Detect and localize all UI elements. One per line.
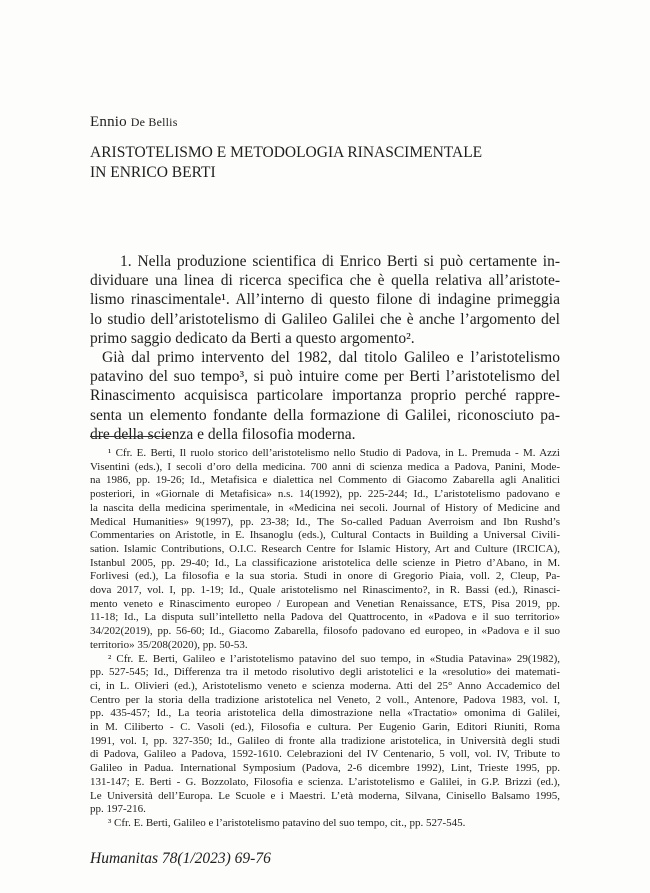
footnote-line: Medical Humanities» 9(1997), pp. 23-38; Id., The So-called Paduan Averroism and Ibn Rushd’s [90, 515, 560, 528]
footnote-line: Galileo in Padua. International Symposium (Padova, 2-6 dicembre 1992), Lint, Trieste 1995, pp. [90, 762, 560, 775]
body-line: lismo rinascimentale¹. All’interno di questo filone di indagine primeggia [90, 291, 560, 309]
footnote-line: Forlivesi (ed.), La filosofia e la sua storia. Studi in onore di Gregorio Piaia, voll. 2, Cleup, Pa- [90, 570, 560, 583]
footnote-line: pp. 435-457; Id., La teoria aristotelica della dimostrazione nella «Tractatio» omonima di Galilei, [90, 707, 560, 720]
footnote-separator [90, 436, 170, 437]
body-line: dre della scienza e della filosofia moderna. [90, 425, 356, 443]
footnote-line: di Padova, Galileo a Padova, 1592-1610. Celebrazioni del IV Centenario, 5 voll, vol. IV, Tribute to [90, 748, 560, 761]
author-name [90, 114, 178, 131]
footnote-line: ² Cfr. E. Berti, Galileo e l’aristotelismo patavino del suo tempo, in «Studia Patavina» 29(1982), [108, 652, 560, 665]
footnote-line: 11-18; Id., La disputa sull’intelletto nella Padova del Quattrocento, in «Padova e il suo territorio» [90, 611, 560, 624]
footnote-line: ¹ Cfr. E. Berti, Il ruolo storico dell’aristotelismo nello Studio di Padova, in L. Premuda - M. Azzi [108, 447, 560, 459]
footnote-line: mento veneto e Rinascimento europeo / European and Venetian Renaissance, ETS, Pisa 2019, pp. [90, 597, 560, 610]
body-line: patavino del suo tempo³, si può intuire come per Berti l’aristotelismo del [90, 368, 560, 386]
body-line: dividuare una linea di ricerca specifica che è quella relativa all’aristote- [90, 272, 560, 290]
footnote-line: Centro per la storia della tradizione aristotelica nel Veneto, 2 voll., Antenore, Padova 1983, vol. I, [90, 693, 560, 706]
footnote-line: na 1986, pp. 19-26; Id., Metafisica e dialettica nel Commento di Giacomo Zabarella agli Analitici [90, 474, 560, 487]
body-line: Rinascimento acquisisca particolare importanza proprio perché rappre- [90, 387, 560, 405]
footnote-line: Visentini (eds.), I secoli d’oro della medicina. 700 anni di scienza medica a Padova, Panini, Mode- [90, 460, 560, 473]
body-line: senta un elemento fondante della formazione di Galilei, riconosciuto pa- [90, 406, 560, 424]
footnote-line: sation. Islamic Contributions, O.I.C. Research Centre for Islamic History, Art and Culture (IRCICA), [90, 542, 560, 555]
body-line: primo saggio dedicato da Berti a questo argomento². [90, 329, 415, 347]
footnote-line: ci, in L. Olivieri (ed.), Aristotelismo veneto e scienza moderna. Atti del 25° Anno Accademico del [90, 679, 560, 692]
footnote-line: in M. Ciliberto - C. Vasoli (ed.), Filosofia e cultura. Per Eugenio Garin, Editori Riuniti, Roma [90, 721, 560, 734]
title-line: IN ENRICO BERTI [90, 164, 216, 181]
footnote-line: la nascita della medicina sperimentale, in «Medicina nei secoli. Journal of History of Medicine and [90, 501, 560, 514]
footnote-line: 131-147; E. Berti - G. Bozzolato, Filosofia e scienza. L’aristotelismo e Galilei, in G.P. Brizzi (ed.), [90, 775, 560, 788]
footnote-line: pp. 527-545; Id., Differenza tra il metodo risolutivo degli aristotelici e la «resolutio» dei matemati- [90, 666, 560, 679]
journal-footer: Humanitas 78(1/2023) 69-76 [90, 850, 271, 867]
footnote-line: ³ Cfr. E. Berti, Galileo e l’aristotelismo patavino del suo tempo, cit., pp. 527-545. [108, 816, 466, 829]
body-line: lo studio dell’aristotelismo di Galileo Galilei che è anche l’argomento del [90, 310, 560, 328]
body-line: 1. Nella produzione scientifica di Enrico Berti si può certamente in- [120, 253, 560, 270]
article-title [90, 143, 482, 183]
footnote-line: pp. 197-216. [90, 803, 146, 816]
author-last-name: De Bellis [130, 115, 178, 129]
footnote-line: Istanbul 2005, pp. 29-40; Id., La classificazione aristotelica delle scienze in Pietro d’Abano, in M. [90, 556, 560, 569]
footnote-line: Commentaries on Aristotle, in E. Ihsanoglu (eds.), Cultural Contacts in Building a Universal Civili- [90, 529, 560, 542]
footnote-line: territorio» 35/208(2020), pp. 50-53. [90, 638, 248, 651]
footnote-line: 34/202(2019), pp. 56-60; Id., Giacomo Zabarella, filosofo padovano ed europeo, in «Padova e il suo [90, 625, 560, 638]
footnote-line: dova 2017, vol. I, pp. 1-19; Id., Quale aristotelismo nel Rinascimento?, in R. Bassi (ed.), Rinasci- [90, 584, 560, 597]
author-first-name: Ennio [90, 114, 127, 130]
footnote-line: posteriori, in «Giornale di Metafisica» n.s. 14(1992), pp. 225-244; Id., L’aristotelismo padovano e [90, 488, 560, 501]
footnotes [90, 447, 560, 831]
body-text [90, 252, 560, 444]
footnote-line: 1991, vol. I, pp. 327-350; Id., Galileo di fronte alla tradizione aristotelica, in Università degli studi [90, 734, 560, 747]
footnote-line: Le Università dell’Europa. Le Scuole e i Maestri. L’età moderna, Silvana, Cinisello Balsamo 1995, [90, 789, 560, 802]
body-line: Già dal primo intervento del 1982, dal titolo Galileo e l’aristotelismo [102, 349, 560, 367]
title-line: ARISTOTELISMO E METODOLOGIA RINASCIMENTALE [90, 144, 483, 161]
